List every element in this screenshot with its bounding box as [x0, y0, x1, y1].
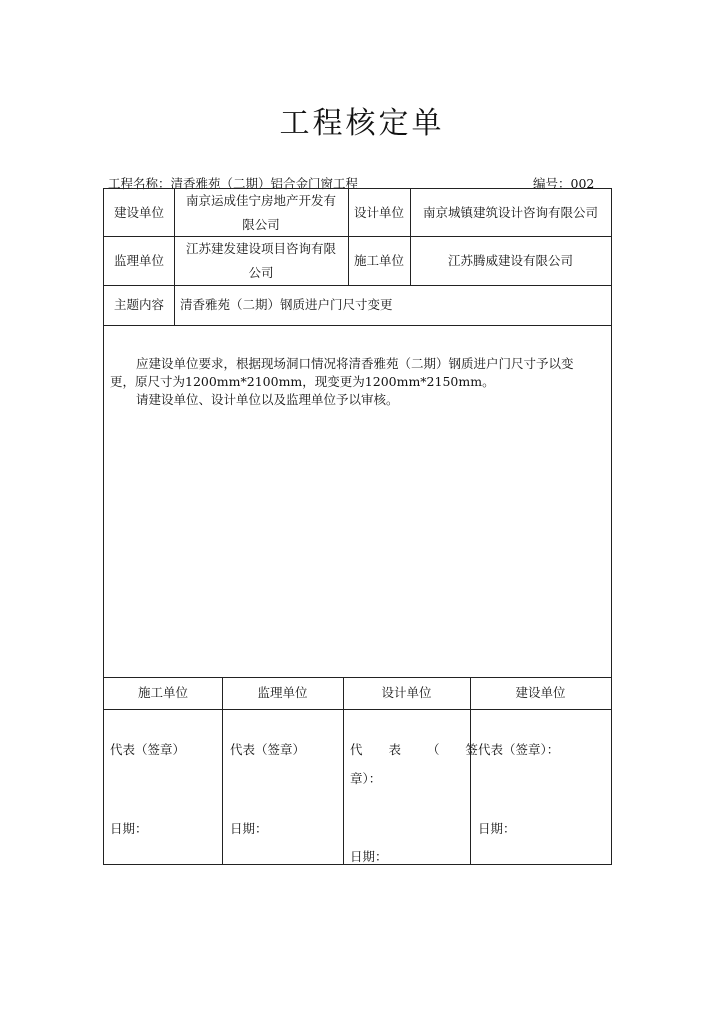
construction-unit-line1: 南京运成佳宁房地产开发有: [185, 192, 336, 208]
subject-value: 清香雅苑（二期）钢质进户门尺寸变更: [180, 297, 393, 312]
content-paragraph-1-line-2: 更，原尺寸为1200mm*2100mm，现变更为1200mm*2150mm。: [110, 374, 495, 389]
design-unit-value: 南京城镇建筑设计咨询有限公司: [422, 204, 598, 220]
project-name-value: 清香雅苑（二期）铝合金门窗工程: [170, 176, 359, 191]
builder-value: 江苏腾威建设有限公司: [447, 252, 573, 268]
date-builder: 日期：: [110, 821, 148, 836]
content-paragraph-1-line-1: 应建设单位要求，根据现场洞口情况将清香雅苑（二期）钢质进户门尺寸予以变: [136, 356, 574, 371]
sign-header-design: 设计单位: [381, 685, 432, 700]
construction-unit-label: 建设单位: [113, 204, 164, 220]
supervision-unit-label: 监理单位: [113, 252, 164, 268]
page-title: 工程核定单: [279, 106, 445, 141]
builder-label: 施工单位: [353, 252, 404, 268]
subject-label: 主题内容: [113, 297, 164, 312]
design-unit-label: 设计单位: [353, 204, 404, 220]
rep-sign-owner: 代表（签章）：: [478, 742, 560, 757]
construction-unit-line2: 限公司: [242, 216, 280, 232]
date-owner: 日期：: [478, 821, 516, 836]
row-divider: [104, 325, 611, 326]
supervision-unit-line2: 公司: [248, 264, 274, 280]
sign-header-owner: 建设单位: [515, 685, 566, 700]
content-paragraph-2: 请建设单位、设计单位以及监理单位予以审核。: [136, 392, 399, 407]
row-divider: [104, 709, 611, 710]
construction-unit-value: [174, 189, 348, 236]
supervision-unit-value: [174, 236, 348, 285]
rep-sign-design-line1: 代 表 （ 签: [350, 742, 489, 757]
rep-sign-design-line2: 章）：: [350, 771, 382, 786]
document-number-value: 002: [570, 176, 595, 191]
rep-sign-supervision: 代表（签章）: [230, 742, 306, 757]
rep-sign-builder: 代表（签章）: [110, 742, 186, 757]
supervision-unit-line1: 江苏建发建设项目咨询有限: [185, 240, 336, 256]
project-name-label: 工程名称：: [108, 176, 171, 191]
date-supervision: 日期：: [230, 821, 268, 836]
approval-form-table: [103, 188, 612, 865]
document-number-label: 编号：: [533, 176, 571, 191]
change-description: [110, 355, 605, 409]
date-design: 日期：: [350, 849, 388, 864]
sign-header-supervision: 监理单位: [257, 685, 308, 700]
sign-header-builder: 施工单位: [137, 685, 188, 700]
